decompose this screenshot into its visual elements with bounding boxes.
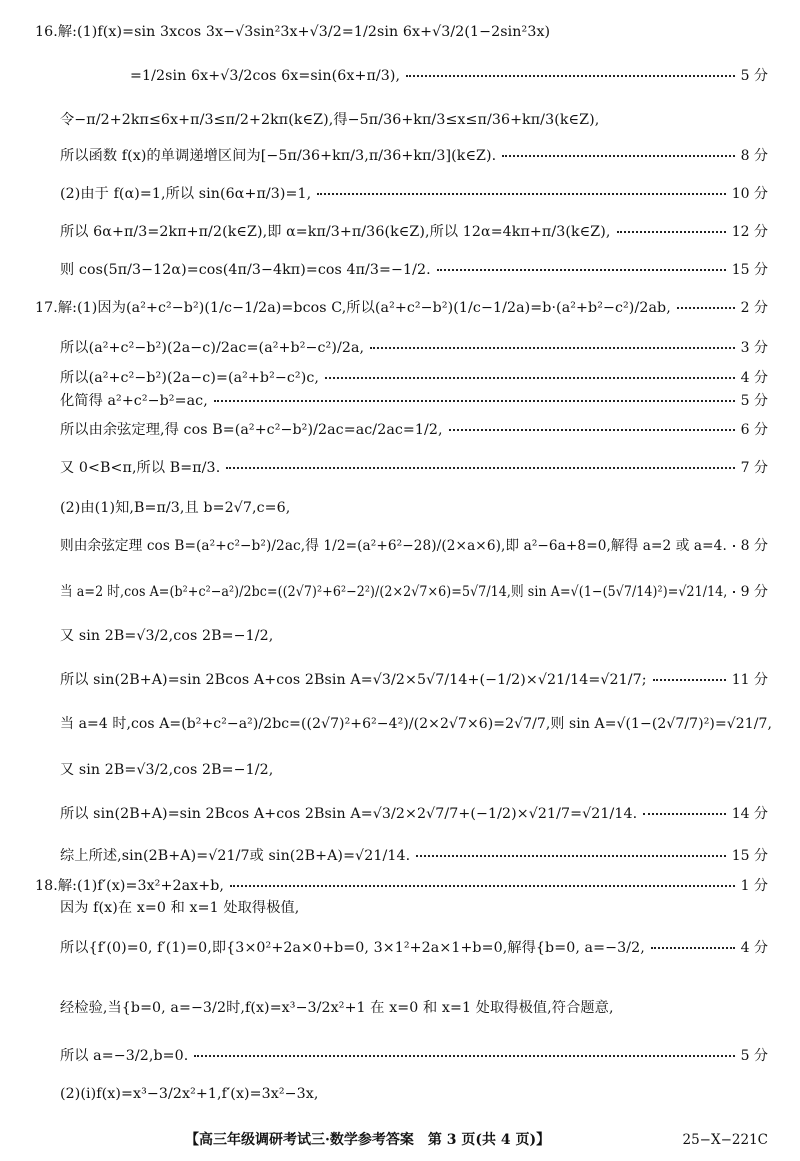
- dot-leader: [677, 307, 735, 309]
- dot-leader: [194, 1055, 734, 1057]
- score-mark: 5 分: [740, 393, 768, 409]
- dot-leader: [449, 429, 735, 431]
- solution-text: 所以 sin(2B+A)=sin 2Bcos A+cos 2Bsin A=√3/2×2√7/7+(−1/2)×√21/7=√21/14.: [60, 806, 638, 822]
- solution-text: 当 a=2 时,cos A=(b²+c²−a²)/2bc=((2√7)²+6²−2²)/(2×2√7×6)=5√7/14,则 sin A=√(1−(5√7/14)²)=√21/14,: [60, 584, 728, 600]
- solution-text: (2)由(1)知,B=π/3,且 b=2√7,c=6,: [60, 500, 291, 516]
- solution-line: [0, 846, 800, 868]
- score-mark: 8 分: [740, 148, 768, 164]
- solution-text: 经检验,当{b=0, a=−3/2时,f(x)=x³−3/2x²+1 在 x=0 和 x=1 处取得极值,符合题意,: [60, 1000, 614, 1016]
- solution-line: [0, 898, 800, 920]
- solution-text: 所以 sin(2B+A)=sin 2Bcos A+cos 2Bsin A=√3/2×5√7/14+(−1/2)×√21/14=√21/7;: [60, 672, 647, 688]
- solution-line: [0, 338, 800, 360]
- solution-line: [0, 938, 800, 960]
- dot-leader: [651, 947, 735, 949]
- solution-line: [0, 391, 800, 413]
- solution-text: 令−π/2+2kπ≤6x+π/3≤π/2+2kπ(k∈Z),得−5π/36+kπ/3≤x≤π/36+kπ/3(k∈Z),: [60, 112, 600, 128]
- dot-leader: [617, 231, 726, 233]
- dot-leader: [653, 679, 726, 681]
- score-mark: 15 分: [731, 262, 768, 278]
- solution-line: [0, 458, 800, 480]
- solution-line: [0, 420, 800, 442]
- score-mark: 4 分: [740, 940, 768, 956]
- solution-line: [0, 582, 800, 604]
- score-mark: 8 分: [740, 538, 768, 554]
- score-mark: 2 分: [740, 300, 768, 316]
- score-mark: 1 分: [740, 878, 768, 894]
- dot-leader: [733, 545, 735, 547]
- solution-line: [0, 626, 800, 648]
- dot-leader: [317, 193, 725, 195]
- dot-leader: [214, 400, 735, 402]
- solution-line: [0, 260, 800, 282]
- solution-text: 又 sin 2B=√3/2,cos 2B=−1/2,: [60, 762, 274, 778]
- solution-text: 所以(a²+c²−b²)(2a−c)/2ac=(a²+b²−c²)/2a,: [60, 340, 365, 356]
- solution-text: =1/2sin 6x+√3/2cos 6x=sin(6x+π/3),: [130, 68, 401, 84]
- solution-line: [0, 670, 800, 692]
- dot-leader: [325, 377, 735, 379]
- score-mark: 14 分: [731, 806, 768, 822]
- solution-line: [0, 760, 800, 782]
- solution-text: 因为 f(x)在 x=0 和 x=1 处取得极值,: [60, 900, 300, 916]
- solution-text: 所以(a²+c²−b²)(2a−c)=(a²+b²−c²)c,: [60, 370, 319, 386]
- score-mark: 7 分: [740, 460, 768, 476]
- solution-line: [0, 222, 800, 244]
- dot-leader: [370, 347, 735, 349]
- solution-line: [0, 876, 800, 898]
- dot-leader: [733, 591, 734, 593]
- solution-line: [0, 998, 800, 1020]
- score-mark: 11 分: [731, 672, 768, 688]
- page-footer: [0, 1129, 800, 1153]
- solution-text: 所以 6α+π/3=2kπ+π/2(k∈Z),即 α=kπ/3+π/36(k∈Z),所以 12α=4kπ+π/3(k∈Z),: [60, 224, 611, 240]
- solution-text: 又 sin 2B=√3/2,cos 2B=−1/2,: [60, 628, 274, 644]
- dot-leader: [226, 467, 734, 469]
- dot-leader: [502, 155, 734, 157]
- score-mark: 6 分: [740, 422, 768, 438]
- solution-line: [0, 1084, 800, 1106]
- solution-line: [0, 714, 800, 736]
- dot-leader: [406, 75, 734, 77]
- dot-leader: [437, 269, 726, 271]
- solution-line: [0, 110, 800, 132]
- score-mark: 5 分: [740, 68, 768, 84]
- solution-text: 所以 a=−3/2,b=0.: [60, 1048, 189, 1064]
- solution-text: 17.解:(1)因为(a²+c²−b²)(1/c−1/2a)=bcos C,所以(a²+c²−b²)(1/c−1/2a)=b·(a²+b²−c²)/2ab,: [35, 300, 671, 316]
- footer-code: 25−X−221C: [682, 1132, 768, 1148]
- score-mark: 5 分: [740, 1048, 768, 1064]
- solution-text: 则 cos(5π/3−12α)=cos(4π/3−4kπ)=cos 4π/3=−1/2.: [60, 262, 431, 278]
- score-mark: 3 分: [740, 340, 768, 356]
- solution-line: [0, 368, 800, 390]
- solution-line: [0, 66, 800, 88]
- solution-line: [0, 22, 800, 44]
- solution-text: 化简得 a²+c²−b²=ac,: [60, 393, 208, 409]
- solution-text: 综上所述,sin(2B+A)=√21/7或 sin(2B+A)=√21/14.: [60, 848, 411, 864]
- solution-line: [0, 184, 800, 206]
- score-mark: 12 分: [731, 224, 768, 240]
- solution-text: (2)(i)f(x)=x³−3/2x²+1,f′(x)=3x²−3x,: [60, 1086, 319, 1102]
- dot-leader: [416, 855, 726, 857]
- footer-title: 【高三年级调研考试三·数学参考答案 第 3 页(共 4 页)】: [185, 1132, 551, 1148]
- score-mark: 15 分: [731, 848, 768, 864]
- solution-line: [0, 804, 800, 826]
- solution-text: 所以{f′(0)=0, f′(1)=0,即{3×0²+2a×0+b=0, 3×1²+2a×1+b=0,解得{b=0, a=−3/2,: [60, 940, 645, 956]
- solution-line: [0, 536, 800, 558]
- solution-text: 当 a=4 时,cos A=(b²+c²−a²)/2bc=((2√7)²+6²−4²)/(2×2√7×6)=2√7/7,则 sin A=√(1−(2√7/7)²)=√21/7,: [60, 716, 773, 732]
- solution-line: [0, 1046, 800, 1068]
- solution-line: [0, 298, 800, 320]
- solution-text: 又 0<B<π,所以 B=π/3.: [60, 460, 221, 476]
- solution-text: (2)由于 f(α)=1,所以 sin(6α+π/3)=1,: [60, 186, 312, 202]
- score-mark: 4 分: [740, 370, 768, 386]
- solution-line: [0, 146, 800, 168]
- score-mark: 9 分: [740, 584, 768, 600]
- solution-text: 所以由余弦定理,得 cos B=(a²+c²−b²)/2ac=ac/2ac=1/2,: [60, 422, 443, 438]
- dot-leader: [230, 885, 735, 887]
- solution-text: 18.解:(1)f′(x)=3x²+2ax+b,: [35, 878, 225, 894]
- solution-text: 则由余弦定理 cos B=(a²+c²−b²)/2ac,得 1/2=(a²+6²−28)/(2×a×6),即 a²−6a+8=0,解得 a=2 或 a=4.: [60, 538, 727, 554]
- score-mark: 10 分: [731, 186, 768, 202]
- dot-leader: [643, 813, 725, 815]
- solution-text: 所以函数 f(x)的单调递增区间为[−5π/36+kπ/3,π/36+kπ/3](k∈Z).: [60, 148, 497, 164]
- solution-line: [0, 498, 800, 520]
- solution-text: 16.解:(1)f(x)=sin 3xcos 3x−√3sin²3x+√3/2=1/2sin 6x+√3/2(1−2sin²3x): [35, 24, 551, 40]
